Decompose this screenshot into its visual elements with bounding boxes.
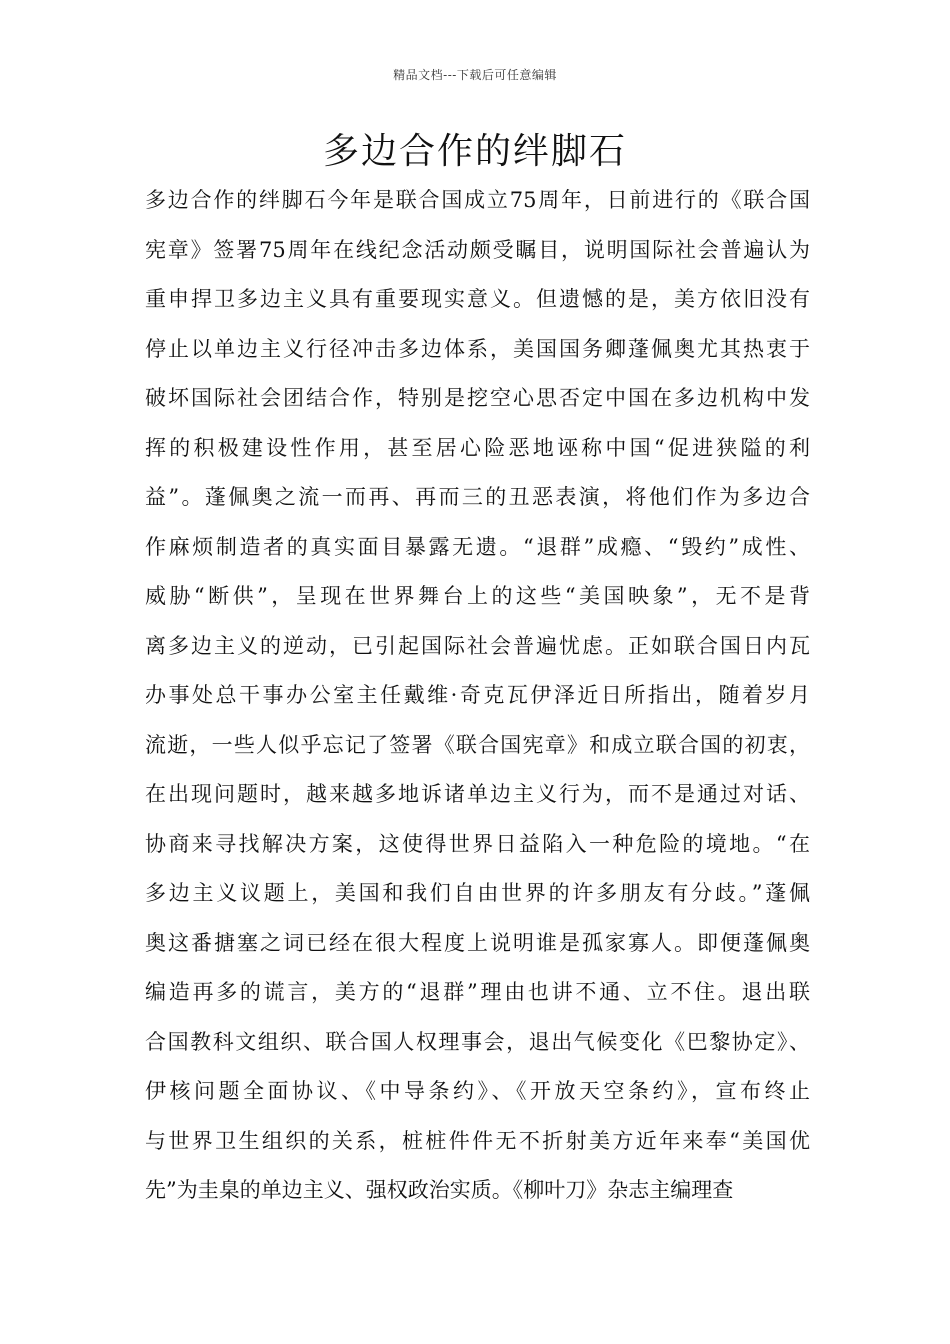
body-line: 合国教科文组织、联合国人权理事会，退出气候变化《巴黎协定》、: [145, 1029, 810, 1054]
body-line: 益”。蓬佩奥之流一而再、再而三的丑恶表演，将他们作为多边合: [145, 485, 810, 509]
body-line: 办事处总干事办公室主任戴维·奇克瓦伊泽近日所指出，随着岁月: [145, 683, 810, 707]
body-line: 破坏国际社会团结合作，特别是挖空心思否定中国在多边机构中发: [145, 386, 810, 410]
body-line: 奥这番搪塞之词已经在很大程度上说明谁是孤家寡人。即便蓬佩奥: [145, 930, 810, 955]
body-line: 多边主义议题上，美国和我们自由世界的许多朋友有分歧。”蓬佩: [145, 881, 810, 905]
body-line: 威胁“断供”，呈现在世界舞台上的这些“美国映象”，无不是背: [145, 584, 810, 608]
body-line: 协商来寻找解决方案，这使得世界日益陷入一种危险的境地。“在: [145, 831, 810, 856]
body-line: 离多边主义的逆动，已引起国际社会普遍忧虑。正如联合国日内瓦: [145, 633, 810, 658]
body-text: [145, 176, 810, 1216]
body-line: 挥的积极建设性作用，甚至居心险恶地诬称中国“促进狭隘的利: [145, 435, 810, 460]
body-line: 停止以单边主义行径冲击多边体系，美国国务卿蓬佩奥尤其热衷于: [145, 336, 810, 361]
body-line: 流逝，一些人似乎忘记了签署《联合国宪章》和成立联合国的初衷，: [145, 732, 810, 757]
body-line: 宪章》签署75周年在线纪念活动颇受瞩目，说明国际社会普遍认为: [145, 237, 810, 262]
body-line: 多边合作的绊脚石今年是联合国成立75周年，日前进行的《联合国: [145, 188, 810, 212]
body-line: 作麻烦制造者的真实面目暴露无遗。“退群”成瘾、“毁约”成性、: [145, 534, 810, 559]
body-line: 与世界卫生组织的关系，桩桩件件无不折射美方近年来奉“美国优: [145, 1128, 810, 1153]
header-note: 精品文档---下载后可任意编辑: [393, 68, 557, 82]
body-line: 先”为圭臬的单边主义、强权政治实质。《柳叶刀》杂志主编理查: [145, 1178, 734, 1202]
document-title: 多边合作的绊脚石: [322, 131, 627, 172]
body-line: 重申捍卫多边主义具有重要现实意义。但遗憾的是，美方依旧没有: [145, 287, 810, 311]
body-line: 编造再多的谎言，美方的“退群”理由也讲不通、立不住。退出联: [145, 980, 810, 1004]
body-line: 在出现问题时，越来越多地诉诸单边主义行为，而不是通过对话、: [145, 782, 810, 806]
body-line: 伊核问题全面协议、《中导条约》、《开放天空条约》，宣布终止: [145, 1079, 810, 1103]
